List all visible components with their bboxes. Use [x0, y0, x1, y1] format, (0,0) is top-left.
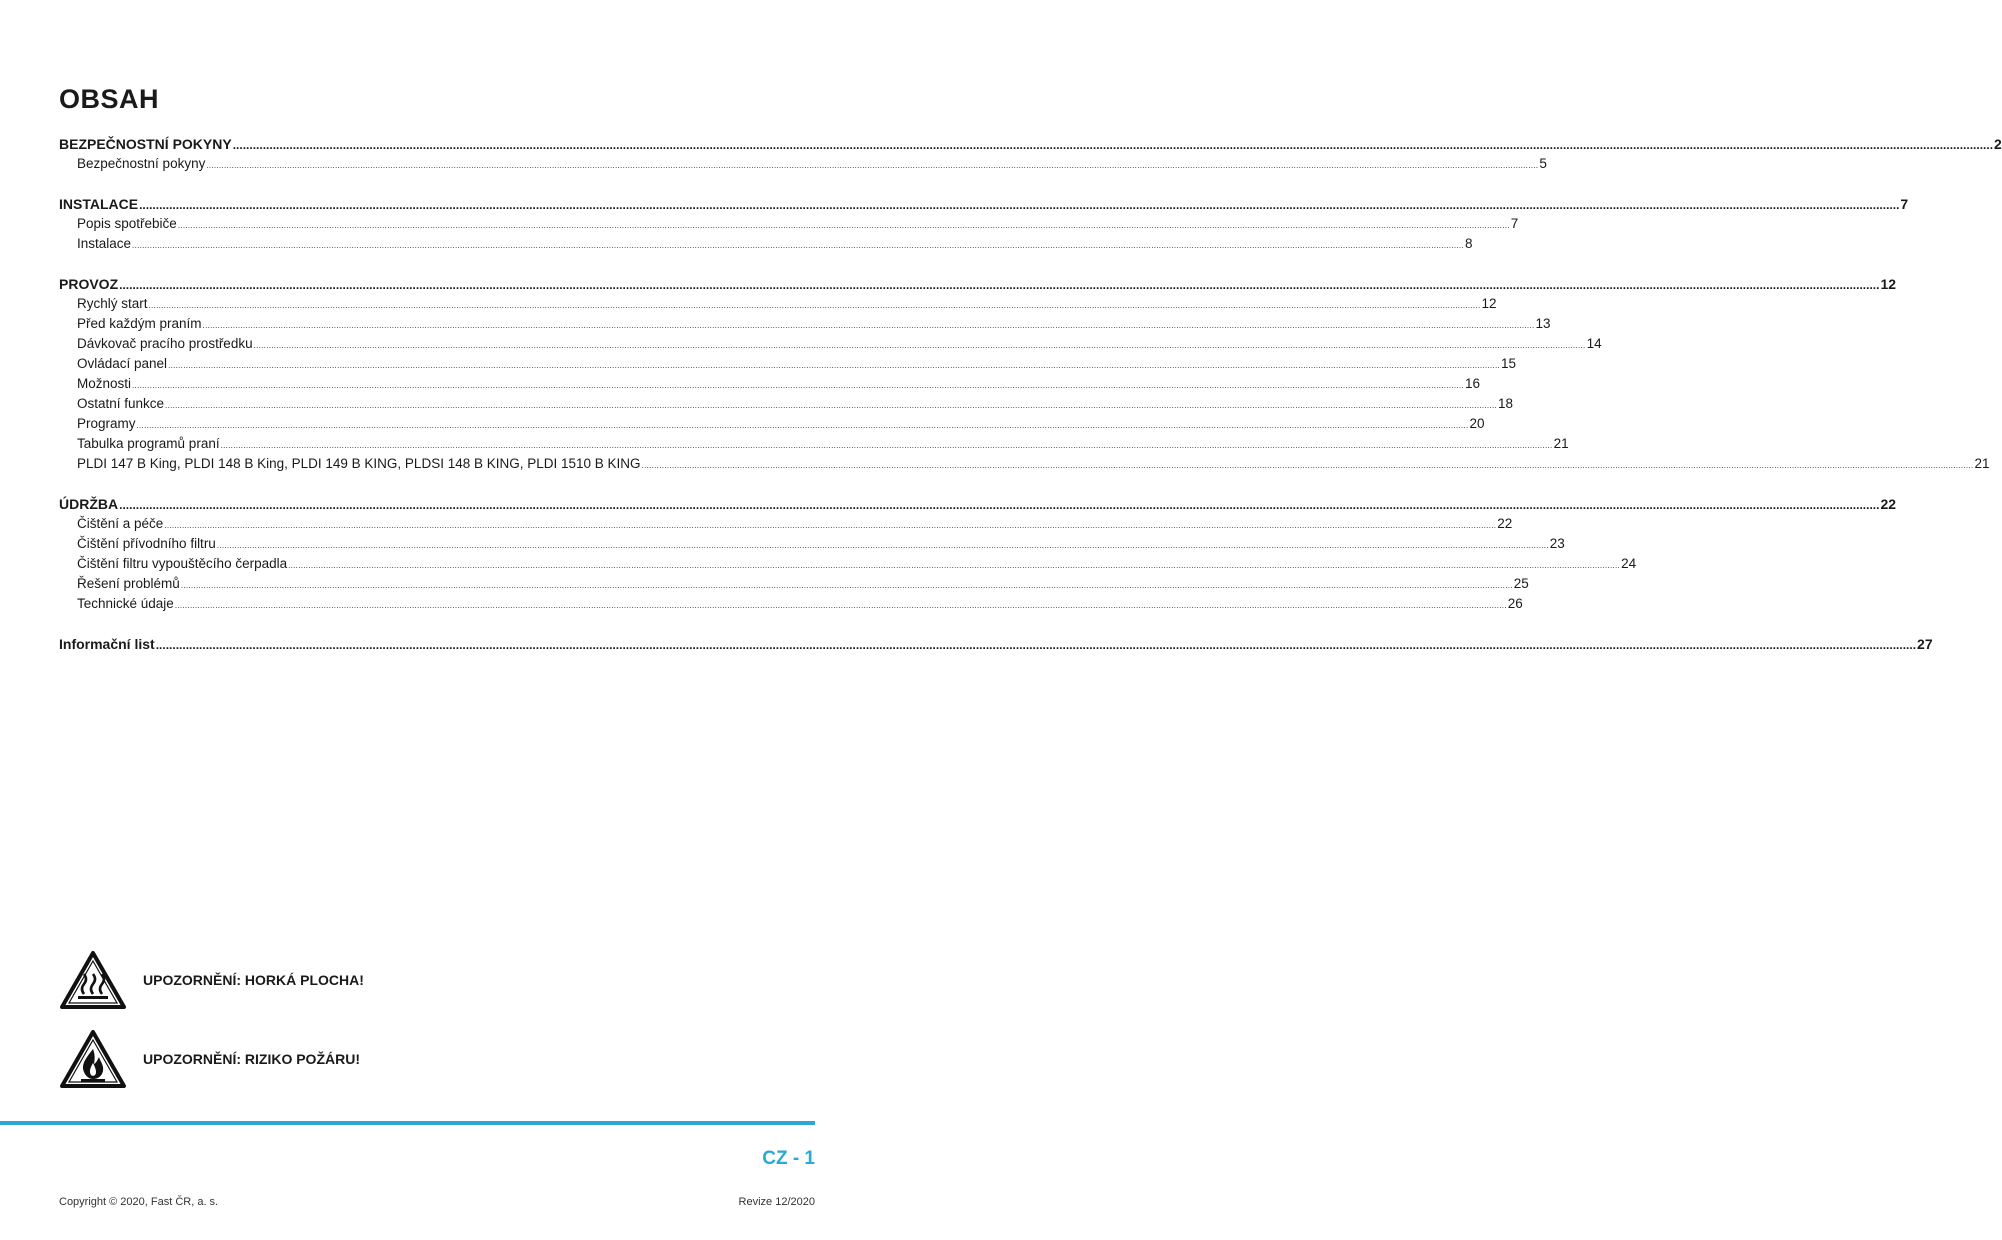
toc-page: 20: [1469, 416, 1485, 431]
toc-item-pump-filter[interactable]: [59, 554, 1637, 574]
toc-label: Dávkovač pracího prostředku: [77, 336, 253, 351]
toc-page: 24: [1621, 556, 1637, 571]
toc-section-operation[interactable]: [59, 274, 1897, 294]
warning-fire-hazard-text: UPOZORNĚNÍ: RIZIKO POŽÁRU!: [143, 1051, 360, 1067]
toc-label: Řešení problémů: [77, 576, 180, 591]
toc-item-appliance-description[interactable]: [59, 214, 1519, 234]
toc-leader: ................................................................................................................................................................................................................................................................................................................................................................................................................................................................................................................................................: [288, 561, 1621, 570]
toc-label: Instalace: [77, 236, 132, 251]
toc-section-info-sheet[interactable]: [59, 634, 1933, 654]
toc-section-installation[interactable]: [59, 194, 1909, 214]
toc-label: Ostatní funkce: [77, 396, 165, 411]
toc-item-before-washing[interactable]: [59, 314, 1551, 334]
toc-page: 27: [1917, 636, 1933, 652]
toc-item-cleaning-care[interactable]: [59, 514, 1513, 534]
toc-item-installation[interactable]: [59, 234, 1473, 254]
toc-leader: ................................................................................................................................................................................................................................................................................................................................................................................................................................................................................................................................................: [132, 381, 1464, 390]
toc-page: 13: [1535, 316, 1551, 331]
toc-item-program-table[interactable]: [59, 434, 1569, 454]
toc-label: Rychlý start: [77, 296, 148, 311]
toc-item-options[interactable]: [59, 374, 1481, 394]
page-number: CZ - 1: [762, 1148, 815, 1169]
toc-page: 8: [1465, 236, 1473, 251]
toc-label: Před každým praním: [77, 316, 202, 331]
toc-leader: ................................................................................................................................................................................................................................................................................................................................................................................................................................................................................................................................................: [232, 138, 1994, 152]
toc-label: Ovládací panel: [77, 356, 168, 371]
toc-page: 25: [1513, 576, 1529, 591]
toc-page: 12: [1880, 276, 1897, 292]
page-title: OBSAH: [59, 84, 160, 114]
toc-page: 18: [1498, 396, 1514, 411]
toc-leader: ................................................................................................................................................................................................................................................................................................................................................................................................................................................................................................................................................: [220, 441, 1553, 450]
toc-label: Čištění přívodního filtru: [77, 536, 216, 551]
warning-hot-surface-text: UPOZORNĚNÍ: HORKÁ PLOCHA!: [143, 972, 364, 988]
warning-fire-hazard: [59, 1029, 360, 1089]
toc-item-quick-start[interactable]: [59, 294, 1497, 314]
hot-surface-icon: [59, 950, 127, 1010]
toc-leader: ................................................................................................................................................................................................................................................................................................................................................................................................................................................................................................................................................: [164, 521, 1497, 530]
toc-leader: ................................................................................................................................................................................................................................................................................................................................................................................................................................................................................................................................................: [216, 541, 1549, 550]
toc-item-troubleshooting[interactable]: [59, 574, 1529, 594]
toc-label: Popis spotřebiče: [77, 216, 177, 231]
toc-label: ÚDRŽBA: [59, 496, 119, 512]
toc-page: 22: [1497, 516, 1513, 531]
toc-page: 5: [1539, 156, 1547, 171]
toc-leader: ................................................................................................................................................................................................................................................................................................................................................................................................................................................................................................................................................: [174, 601, 1507, 610]
toc-label: Tabulka programů praní: [77, 436, 220, 451]
toc-leader: ................................................................................................................................................................................................................................................................................................................................................................................................................................................................................................................................................: [119, 278, 1880, 292]
toc-item-technical-data[interactable]: [59, 594, 1523, 614]
footer-divider: [0, 1121, 815, 1125]
toc-label: INSTALACE: [59, 196, 139, 212]
toc-page: 16: [1465, 376, 1481, 391]
toc-leader: ................................................................................................................................................................................................................................................................................................................................................................................................................................................................................................................................................: [180, 581, 1513, 590]
toc-item-safety-instructions[interactable]: [59, 154, 1547, 174]
toc-page: 26: [1507, 596, 1523, 611]
toc-label: PLDI 147 B King, PLDI 148 B King, PLDI 149 B KING, PLDSI 148 B KING, PLDI 1510 B KING: [77, 456, 641, 471]
toc-item-control-panel[interactable]: [59, 354, 1517, 374]
toc-leader: ................................................................................................................................................................................................................................................................................................................................................................................................................................................................................................................................................: [165, 401, 1498, 410]
fire-hazard-icon: [59, 1029, 127, 1089]
toc-label: Informační list: [59, 636, 155, 652]
toc-label: Možnosti: [77, 376, 132, 391]
toc-label: PROVOZ: [59, 276, 119, 292]
toc-page: 7: [1510, 216, 1519, 231]
toc-page: 22: [1880, 496, 1897, 512]
toc-leader: ................................................................................................................................................................................................................................................................................................................................................................................................................................................................................................................................................: [155, 638, 1917, 652]
toc-page: 21: [1974, 456, 1990, 471]
toc-page: 14: [1586, 336, 1602, 351]
toc-leader: ................................................................................................................................................................................................................................................................................................................................................................................................................................................................................................................................................: [139, 198, 1900, 212]
toc-label: Technické údaje: [77, 596, 174, 611]
toc-label: BEZPEČNOSTNÍ POKYNY: [59, 136, 232, 152]
toc-item-programs[interactable]: [59, 414, 1485, 434]
toc-leader: ................................................................................................................................................................................................................................................................................................................................................................................................................................................................................................................................................: [641, 461, 1974, 470]
toc-page: 7: [1900, 196, 1909, 212]
warning-hot-surface: [59, 950, 364, 1010]
toc-leader: ................................................................................................................................................................................................................................................................................................................................................................................................................................................................................................................................................: [177, 221, 1510, 230]
toc-page: 2: [1994, 136, 2002, 152]
toc-leader: ................................................................................................................................................................................................................................................................................................................................................................................................................................................................................................................................................: [253, 341, 1586, 350]
toc-section-maintenance[interactable]: [59, 494, 1897, 514]
toc-label: Čištění a péče: [77, 516, 164, 531]
toc-item-inlet-filter[interactable]: [59, 534, 1565, 554]
toc-page: 21: [1553, 436, 1569, 451]
copyright-text: Copyright © 2020, Fast ČR, a. s.: [59, 1196, 219, 1208]
toc-leader: ................................................................................................................................................................................................................................................................................................................................................................................................................................................................................................................................................: [168, 361, 1501, 370]
toc-leader: ................................................................................................................................................................................................................................................................................................................................................................................................................................................................................................................................................: [202, 321, 1535, 330]
toc-label: Bezpečnostní pokyny: [77, 156, 206, 171]
toc-item-detergent-dispenser[interactable]: [59, 334, 1602, 354]
toc-page: 15: [1501, 356, 1517, 371]
toc-leader: ................................................................................................................................................................................................................................................................................................................................................................................................................................................................................................................................................: [136, 421, 1469, 430]
toc-item-models[interactable]: [59, 454, 1990, 474]
toc-leader: ................................................................................................................................................................................................................................................................................................................................................................................................................................................................................................................................................: [206, 161, 1539, 170]
toc-label: Čištění filtru vypouštěcího čerpadla: [77, 556, 288, 571]
toc-section-safety[interactable]: [59, 134, 2002, 154]
toc-item-other-functions[interactable]: [59, 394, 1514, 414]
revision-text: Revize 12/2020: [738, 1196, 815, 1208]
toc-label: Programy: [77, 416, 136, 431]
toc-leader: ................................................................................................................................................................................................................................................................................................................................................................................................................................................................................................................................................: [148, 301, 1481, 310]
toc-leader: ................................................................................................................................................................................................................................................................................................................................................................................................................................................................................................................................................: [119, 498, 1880, 512]
toc-leader: ................................................................................................................................................................................................................................................................................................................................................................................................................................................................................................................................................: [132, 241, 1465, 250]
toc-page: 12: [1481, 296, 1497, 311]
toc-page: 23: [1549, 536, 1565, 551]
table-of-contents: [59, 134, 2002, 654]
